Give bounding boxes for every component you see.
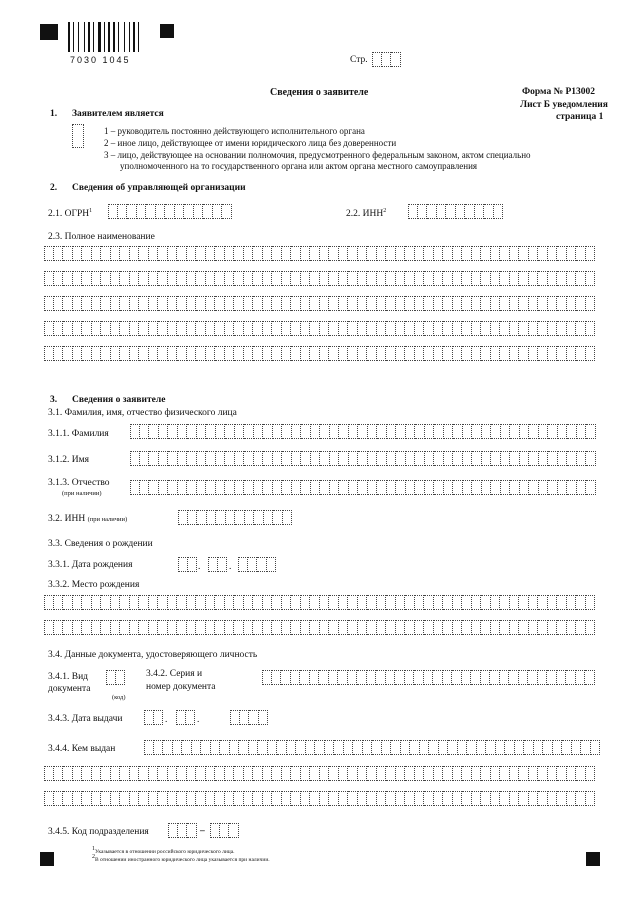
inn-label: 3.2. ИНН (при наличии) (48, 514, 128, 524)
issued-by-row-1[interactable] (144, 740, 600, 755)
section1-number: 1. (50, 109, 58, 119)
fullname-row-1[interactable] (44, 246, 595, 261)
registration-marker-top-right (160, 24, 174, 38)
page-number-field[interactable] (372, 52, 401, 67)
doc-type-label-2: документа (48, 684, 91, 694)
doc-series-label-2: номер документа (146, 682, 216, 692)
sheet-page: страница 1 (556, 112, 604, 122)
fullname-row-4[interactable] (44, 321, 595, 336)
name-label: 3.1.2. Имя (48, 455, 89, 465)
management-inn-field[interactable] (408, 204, 503, 219)
fio-label: 3.1. Фамилия, имя, отчество физического лица (48, 408, 237, 418)
fullname-row-3[interactable] (44, 296, 595, 311)
doc-code-note: (код) (112, 694, 126, 701)
patronymic-note: (при наличии) (62, 490, 102, 497)
doc-type-label: 3.4.1. Вид (48, 672, 89, 682)
fullname-row-5[interactable] (44, 346, 595, 361)
management-inn-label: 2.2. ИНН$^2$ (346, 208, 387, 220)
applicant-option-2: 2 – иное лицо, действующее от имени юридического лица без доверенности (104, 138, 397, 148)
birth-place-row-1[interactable] (44, 595, 595, 610)
birth-date-label: 3.3.1. Дата рождения (48, 560, 133, 570)
id-document-label: 3.4. Данные документа, удостоверяющего личность (48, 650, 258, 660)
inn-note: (при наличии) (87, 516, 128, 523)
issued-by-row-3[interactable] (44, 791, 595, 806)
registration-marker-top-left (40, 24, 58, 40)
issue-day-field[interactable] (144, 710, 163, 725)
issued-by-row-2[interactable] (44, 766, 595, 781)
section3-title: Сведения о заявителе (72, 395, 166, 405)
doc-series-number-field[interactable] (262, 670, 595, 685)
inn-field[interactable] (178, 510, 292, 525)
issue-date-label: 3.4.3. Дата выдачи (48, 714, 123, 724)
form-number: Форма № Р13002 (522, 87, 596, 97)
doc-series-label: 3.4.2. Серия и (146, 669, 203, 679)
page-label: Стр. (350, 55, 368, 65)
inn-footnote-ref: 2 (383, 208, 387, 214)
applicant-option-3-cont: уполномоченного на то государственного органа или актом органа местного самоуправления (120, 161, 478, 171)
issue-year-field[interactable] (230, 710, 268, 725)
ogrn-field[interactable] (108, 204, 232, 219)
doc-type-field[interactable] (106, 670, 125, 685)
form-title: Сведения о заявителе (270, 87, 369, 98)
birth-place-row-2[interactable] (44, 620, 595, 635)
barcode (68, 22, 148, 52)
birth-day-field[interactable] (178, 557, 197, 572)
dept-code-part-1[interactable] (168, 823, 197, 838)
applicant-option-3: 3 – лицо, действующее на основании полномочия, предусмотренного федеральным законом, актом специально (104, 150, 531, 160)
registration-marker-bottom-left (40, 852, 54, 866)
birth-year-field[interactable] (238, 557, 276, 572)
sheet-label: Лист Б уведомления (520, 100, 608, 110)
issued-by-label: 3.4.4. Кем выдан (48, 744, 116, 754)
dept-code-part-2[interactable] (210, 823, 239, 838)
fullname-label: 2.3. Полное наименование (48, 232, 155, 242)
barcode-number: 7030 1045 (70, 55, 131, 65)
registration-marker-bottom-right (586, 852, 600, 866)
ogrn-label: 2.1. ОГРН$^1$ (48, 208, 93, 220)
footnote-1: $^1$Указывается в отношении российского юридического лица. (92, 846, 235, 855)
section2-number: 2. (50, 183, 58, 193)
surname-field[interactable] (130, 424, 596, 439)
birth-info-label: 3.3. Сведения о рождении (48, 539, 153, 549)
birth-month-field[interactable] (208, 557, 227, 572)
dept-code-label: 3.4.5. Код подразделения (48, 827, 149, 837)
surname-label: 3.1.1. Фамилия (48, 429, 109, 439)
applicant-type-field[interactable] (72, 124, 84, 148)
birth-place-label: 3.3.2. Место рождения (48, 580, 140, 590)
footnote-2: $^2$В отношении иностранного юридического лица указывается при наличии. (92, 854, 270, 863)
name-field[interactable] (130, 451, 596, 466)
issue-month-field[interactable] (176, 710, 195, 725)
patronymic-field[interactable] (130, 480, 596, 495)
section1-title: Заявителем является (72, 109, 164, 119)
fullname-row-2[interactable] (44, 271, 595, 286)
applicant-option-1: 1 – руководитель постоянно действующего исполнительного органа (104, 126, 365, 136)
ogrn-footnote-ref: 1 (89, 208, 93, 214)
patronymic-label: 3.1.3. Отчество (48, 478, 110, 488)
section2-title: Сведения об управляющей организации (72, 183, 246, 193)
section3-number: 3. (50, 395, 58, 405)
